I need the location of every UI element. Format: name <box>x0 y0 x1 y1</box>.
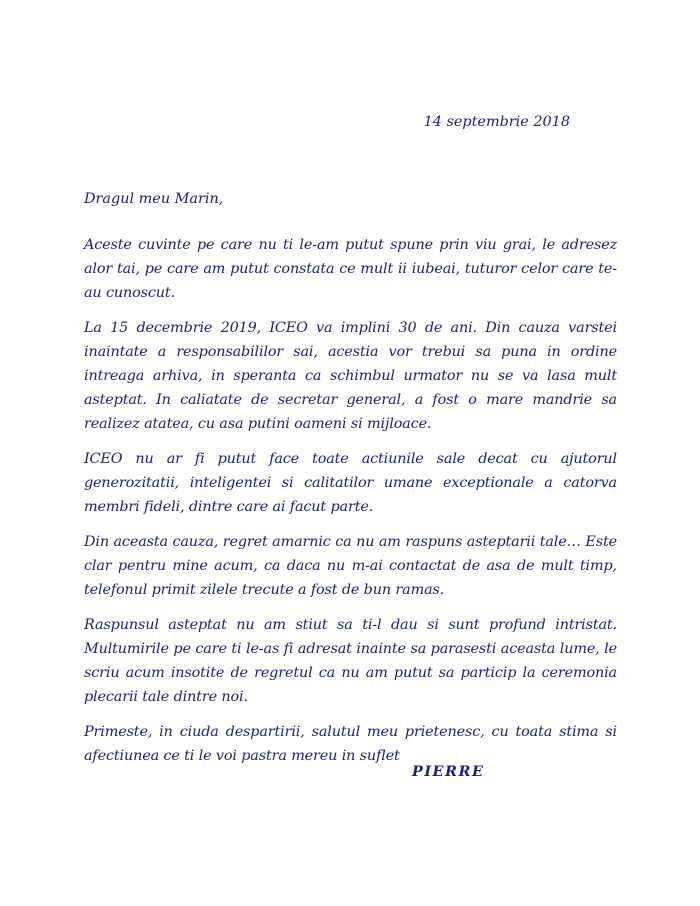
letter-body <box>84 233 617 779</box>
letter-paragraph: ICEO nu ar fi putut face toate actiunile sale decat cu ajutorul generozitatii, inteligentei si calitatilor umane exceptionale a catorva membri fideli, dintre care ai facut parte. <box>84 451 617 515</box>
letter-paragraph: La 15 decembrie 2019, ICEO va implini 30 de ani. Din cauza varstei inaintate a responsabililor sai, acestia vor trebui sa puna in ordine intreaga arhiva, in speranta ca schimbul urmator nu se va lasa mult asteptat. In caliatate de secretar general, a fost o mare mandrie sa realizez atatea, cu asa putini oameni si mijloace. <box>84 320 617 432</box>
letter-greeting: Dragul meu Marin, <box>84 191 224 207</box>
letter-date: 14 septembrie 2018 <box>423 114 570 130</box>
letter-paragraph: Aceste cuvinte pe care nu ti le-am putut spune prin viu grai, le adresez alor tai, pe care am putut constata ce mult ii iubeai, tuturor celor care te-au cunoscut. <box>84 237 617 301</box>
letter-paragraph: Raspunsul asteptat nu am stiut sa ti-l dau si sunt profund intristat. Multumirile pe care ti le-as fi adresat inainte sa parasesti aceasta lume, le scriu acum insotite de regretul ca nu am putut sa particip la ceremonia plecarii tale dintre noi. <box>84 617 617 705</box>
letter-signature: PIERRE <box>412 763 485 780</box>
letter-paragraph: Din aceasta cauza, regret amarnic ca nu am raspuns asteptarii tale… Este clar pentru mine acum, ca daca nu m-ai contactat de asa de mult timp, telefonul primit zilele trecute a fost de bun ramas. <box>84 534 617 598</box>
letter-paragraph: Primeste, in ciuda despartirii, salutul meu prietenesc, cu toata stima si afectiunea ce ti le voi pastra mereu in suflet <box>84 724 617 764</box>
